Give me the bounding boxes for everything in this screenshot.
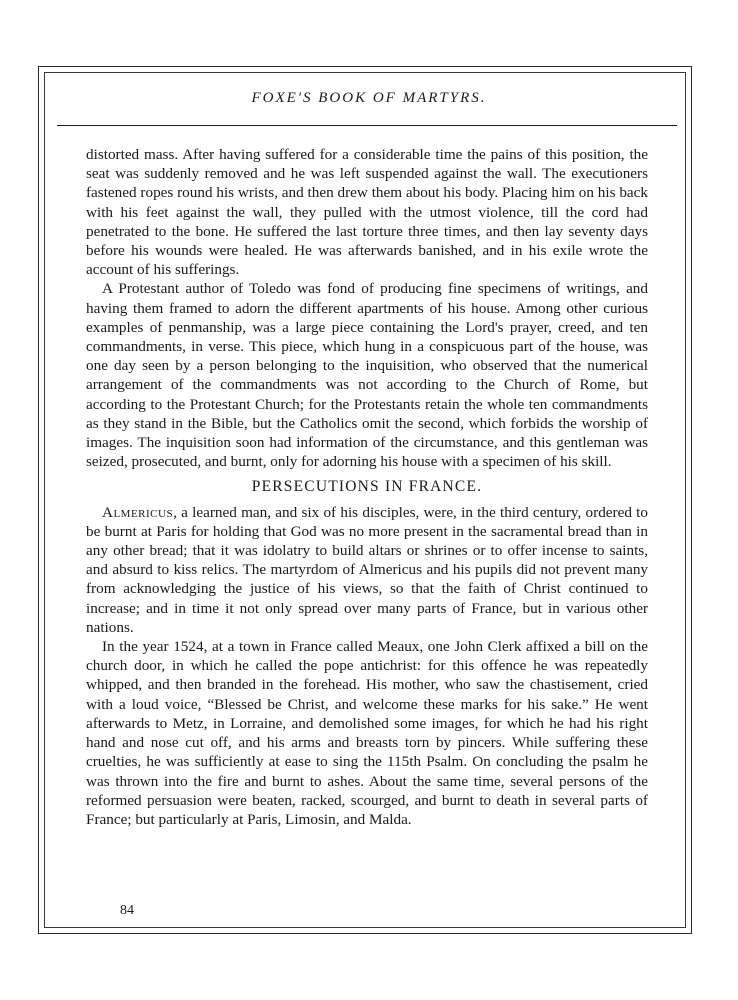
paragraph-3-lead: Almericus — [102, 503, 174, 521]
page-number: 84 — [120, 903, 134, 918]
paragraph-3-text: , a learned man, and six of his disciples, were, in the third century, ordered to be burnt at Paris for holding that God was no more present in the sacramental bread than in any other bread; that it was idolatry to build altars or shrines or to offer incense to saints, and absurd to kiss relics. The martyrdom of Almericus and his pupils did not prevent many from acknowledging the justice of his views, so that the faith of Christ continued to increase; and in time it not only spread over many parts of France, but in various other nations. — [86, 503, 648, 636]
header-rule — [57, 125, 677, 126]
paragraph-4: In the year 1524, at a town in France called Meaux, one John Clerk affixed a bill on the church door, in which he called the pope antichrist: for this offence he was repeatedly whipped, and then branded in the forehead. His mother, who saw the chastisement, cried with a loud voice, “Blessed be Christ, and welcome these marks for his sake.” He went afterwards to Metz, in Lorraine, and demolished some images, for which he had his right hand and nose cut off, and his arms and breasts torn by pincers. While suffering these cruelties, he was sufficiently at ease to sing the 115th Psalm. On concluding the psalm he was thrown into the fire and burnt to ashes. About the same time, several persons of the reformed persuasion were beaten, racked, scourged, and burnt to death in several parts of France; but particularly at Paris, Limosin, and Malda. — [86, 638, 648, 828]
page-body — [86, 145, 648, 829]
running-title: FOXE'S BOOK OF MARTYRS. — [251, 90, 487, 106]
paragraph-2: A Protestant author of Toledo was fond of producing fine specimens of writings, and having them framed to adorn the different apartments of his house. Among other curious examples of penmanship, was a large piece containing the Lord's prayer, creed, and ten commandments, in verse. This piece, which hung in a conspicuous part of the house, was one day seen by a person belonging to the inquisition, who observed that the numerical arrangement of the commandments was not according to the Church of Rome, but according to the Protestant Church; for the Protestants retain the whole ten commandments as they stand in the Bible, but the Catholics omit the second, which forbids the worship of images. The inquisition soon had information of the circumstance, and this gentleman was seized, prosecuted, and burnt, only for adorning his house with a specimen of his skill. — [86, 280, 648, 471]
paragraph-1: distorted mass. After having suffered for a considerable time the pains of this position, the seat was suddenly removed and he was left suspended against the wall. The executioners fastened ropes round his wrists, and then drew them about his body. Placing him on his back with his feet against the wall, they pulled with the utmost violence, till the cord had penetrated to the bone. He suffered the last torture three times, and then lay seventy days before his wounds were healed. He was afterwards banished, and in his exile wrote the account of his sufferings. — [86, 146, 648, 279]
paragraph-3 — [86, 503, 648, 637]
section-heading: PERSECUTIONS IN FRANCE. — [251, 478, 483, 496]
